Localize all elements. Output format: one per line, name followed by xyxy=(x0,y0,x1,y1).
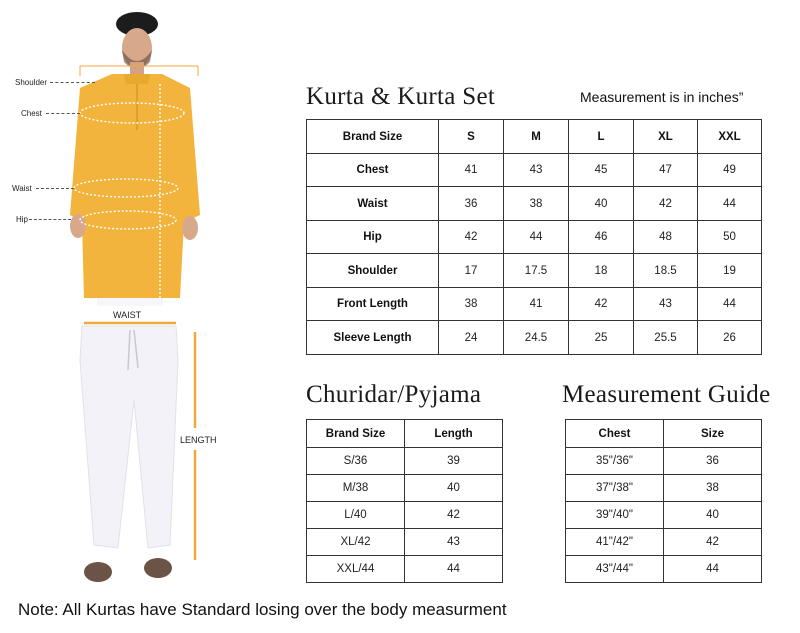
table-cell: 42 xyxy=(569,288,634,321)
table-cell: M/38 xyxy=(307,475,405,502)
table-cell: 25 xyxy=(569,321,634,355)
right-shoe xyxy=(144,558,172,578)
measurement-guide-table xyxy=(565,419,762,583)
table-row xyxy=(307,448,503,475)
table-row xyxy=(566,448,762,475)
label-pant-length: LENGTH xyxy=(180,435,217,445)
table-header-row xyxy=(307,420,503,448)
neck xyxy=(130,62,144,74)
table-cell: 45 xyxy=(569,154,634,187)
chest-leader-line xyxy=(46,113,80,114)
table-cell: 42 xyxy=(439,221,504,254)
header-size-l: L xyxy=(569,120,634,154)
header-brand-size: Brand Size xyxy=(307,420,405,448)
label-chest: Chest xyxy=(21,109,42,118)
kurta-size-table xyxy=(306,119,762,355)
model-illustration xyxy=(0,0,240,590)
table-cell: L/40 xyxy=(307,502,405,529)
table-cell: 39 xyxy=(405,448,503,475)
hip-leader-line xyxy=(29,219,71,220)
table-cell: 44 xyxy=(504,221,569,254)
model-figure xyxy=(0,0,240,590)
table-cell: 24 xyxy=(439,321,504,355)
table-cell: 48 xyxy=(634,221,698,254)
table-cell: 44 xyxy=(698,187,762,221)
row-label: Sleeve Length xyxy=(307,321,439,355)
table-row xyxy=(566,475,762,502)
table-cell: 18.5 xyxy=(634,254,698,288)
row-label: Chest xyxy=(307,154,439,187)
header-length: Length xyxy=(405,420,503,448)
table-cell: 41 xyxy=(439,154,504,187)
table-cell: 25.5 xyxy=(634,321,698,355)
shoulder-leader-line xyxy=(50,82,95,83)
table-cell: 18 xyxy=(569,254,634,288)
table-row xyxy=(307,475,503,502)
header-size-xl: XL xyxy=(634,120,698,154)
churidar-size-table xyxy=(306,419,503,583)
kurta-section-title: Kurta & Kurta Set xyxy=(306,83,496,110)
left-shoe xyxy=(84,562,112,582)
table-cell: 43 xyxy=(405,529,503,556)
table-row xyxy=(307,187,762,221)
churidar-section-title: Churidar/Pyjama xyxy=(306,381,482,408)
table-row xyxy=(307,502,503,529)
footer-note: Note: All Kurtas have Standard losing over the body measurment xyxy=(18,600,507,619)
table-cell: 41"/42" xyxy=(566,529,664,556)
label-shoulder: Shoulder xyxy=(15,78,48,87)
guide-section-title: Measurement Guide xyxy=(562,381,771,408)
row-label: Front Length xyxy=(307,288,439,321)
header-size-m: M xyxy=(504,120,569,154)
table-cell: 38 xyxy=(504,187,569,221)
table-cell: 36 xyxy=(439,187,504,221)
table-cell: 43"/44" xyxy=(566,556,664,583)
table-cell: 44 xyxy=(405,556,503,583)
table-row xyxy=(307,556,503,583)
row-label: Waist xyxy=(307,187,439,221)
table-cell: 42 xyxy=(664,529,762,556)
collar xyxy=(124,74,150,84)
table-cell: 46 xyxy=(569,221,634,254)
header-chest: Chest xyxy=(566,420,664,448)
table-header-row xyxy=(566,420,762,448)
table-cell: 19 xyxy=(698,254,762,288)
table-cell: 43 xyxy=(504,154,569,187)
table-cell: 17.5 xyxy=(504,254,569,288)
table-cell: 43 xyxy=(634,288,698,321)
table-row xyxy=(566,502,762,529)
header-size: Size xyxy=(664,420,762,448)
table-cell: 39"/40" xyxy=(566,502,664,529)
table-cell: XXL/44 xyxy=(307,556,405,583)
table-cell: 42 xyxy=(634,187,698,221)
label-waist: Waist xyxy=(12,184,32,193)
table-cell: 49 xyxy=(698,154,762,187)
table-cell: 26 xyxy=(698,321,762,355)
table-cell: 40 xyxy=(664,502,762,529)
label-hip: Hip xyxy=(16,215,29,224)
waist-leader-line xyxy=(36,188,74,189)
table-row xyxy=(566,556,762,583)
table-cell: 42 xyxy=(405,502,503,529)
table-cell: 38 xyxy=(439,288,504,321)
table-row xyxy=(307,154,762,187)
table-cell: 36 xyxy=(664,448,762,475)
left-hand xyxy=(70,214,86,238)
header-size-s: S xyxy=(439,120,504,154)
table-cell: 44 xyxy=(664,556,762,583)
table-cell: 50 xyxy=(698,221,762,254)
label-pant-waist: WAIST xyxy=(113,310,142,320)
table-header-row xyxy=(307,120,762,154)
table-cell: 35"/36" xyxy=(566,448,664,475)
table-cell: 44 xyxy=(698,288,762,321)
table-cell: 37"/38" xyxy=(566,475,664,502)
table-cell: 38 xyxy=(664,475,762,502)
table-row xyxy=(307,321,762,355)
table-cell: 40 xyxy=(569,187,634,221)
row-label: Hip xyxy=(307,221,439,254)
table-cell: 24.5 xyxy=(504,321,569,355)
table-row xyxy=(566,529,762,556)
table-cell: 41 xyxy=(504,288,569,321)
table-row xyxy=(307,221,762,254)
header-size-xxl: XXL xyxy=(698,120,762,154)
units-note: Measurement is in inches” xyxy=(580,89,744,105)
table-row xyxy=(307,529,503,556)
table-cell: 47 xyxy=(634,154,698,187)
table-cell: 17 xyxy=(439,254,504,288)
table-cell: 40 xyxy=(405,475,503,502)
row-label: Shoulder xyxy=(307,254,439,288)
header-brand-size: Brand Size xyxy=(307,120,439,154)
table-row xyxy=(307,288,762,321)
table-cell: S/36 xyxy=(307,448,405,475)
right-hand xyxy=(182,216,198,240)
table-row xyxy=(307,254,762,288)
table-cell: XL/42 xyxy=(307,529,405,556)
